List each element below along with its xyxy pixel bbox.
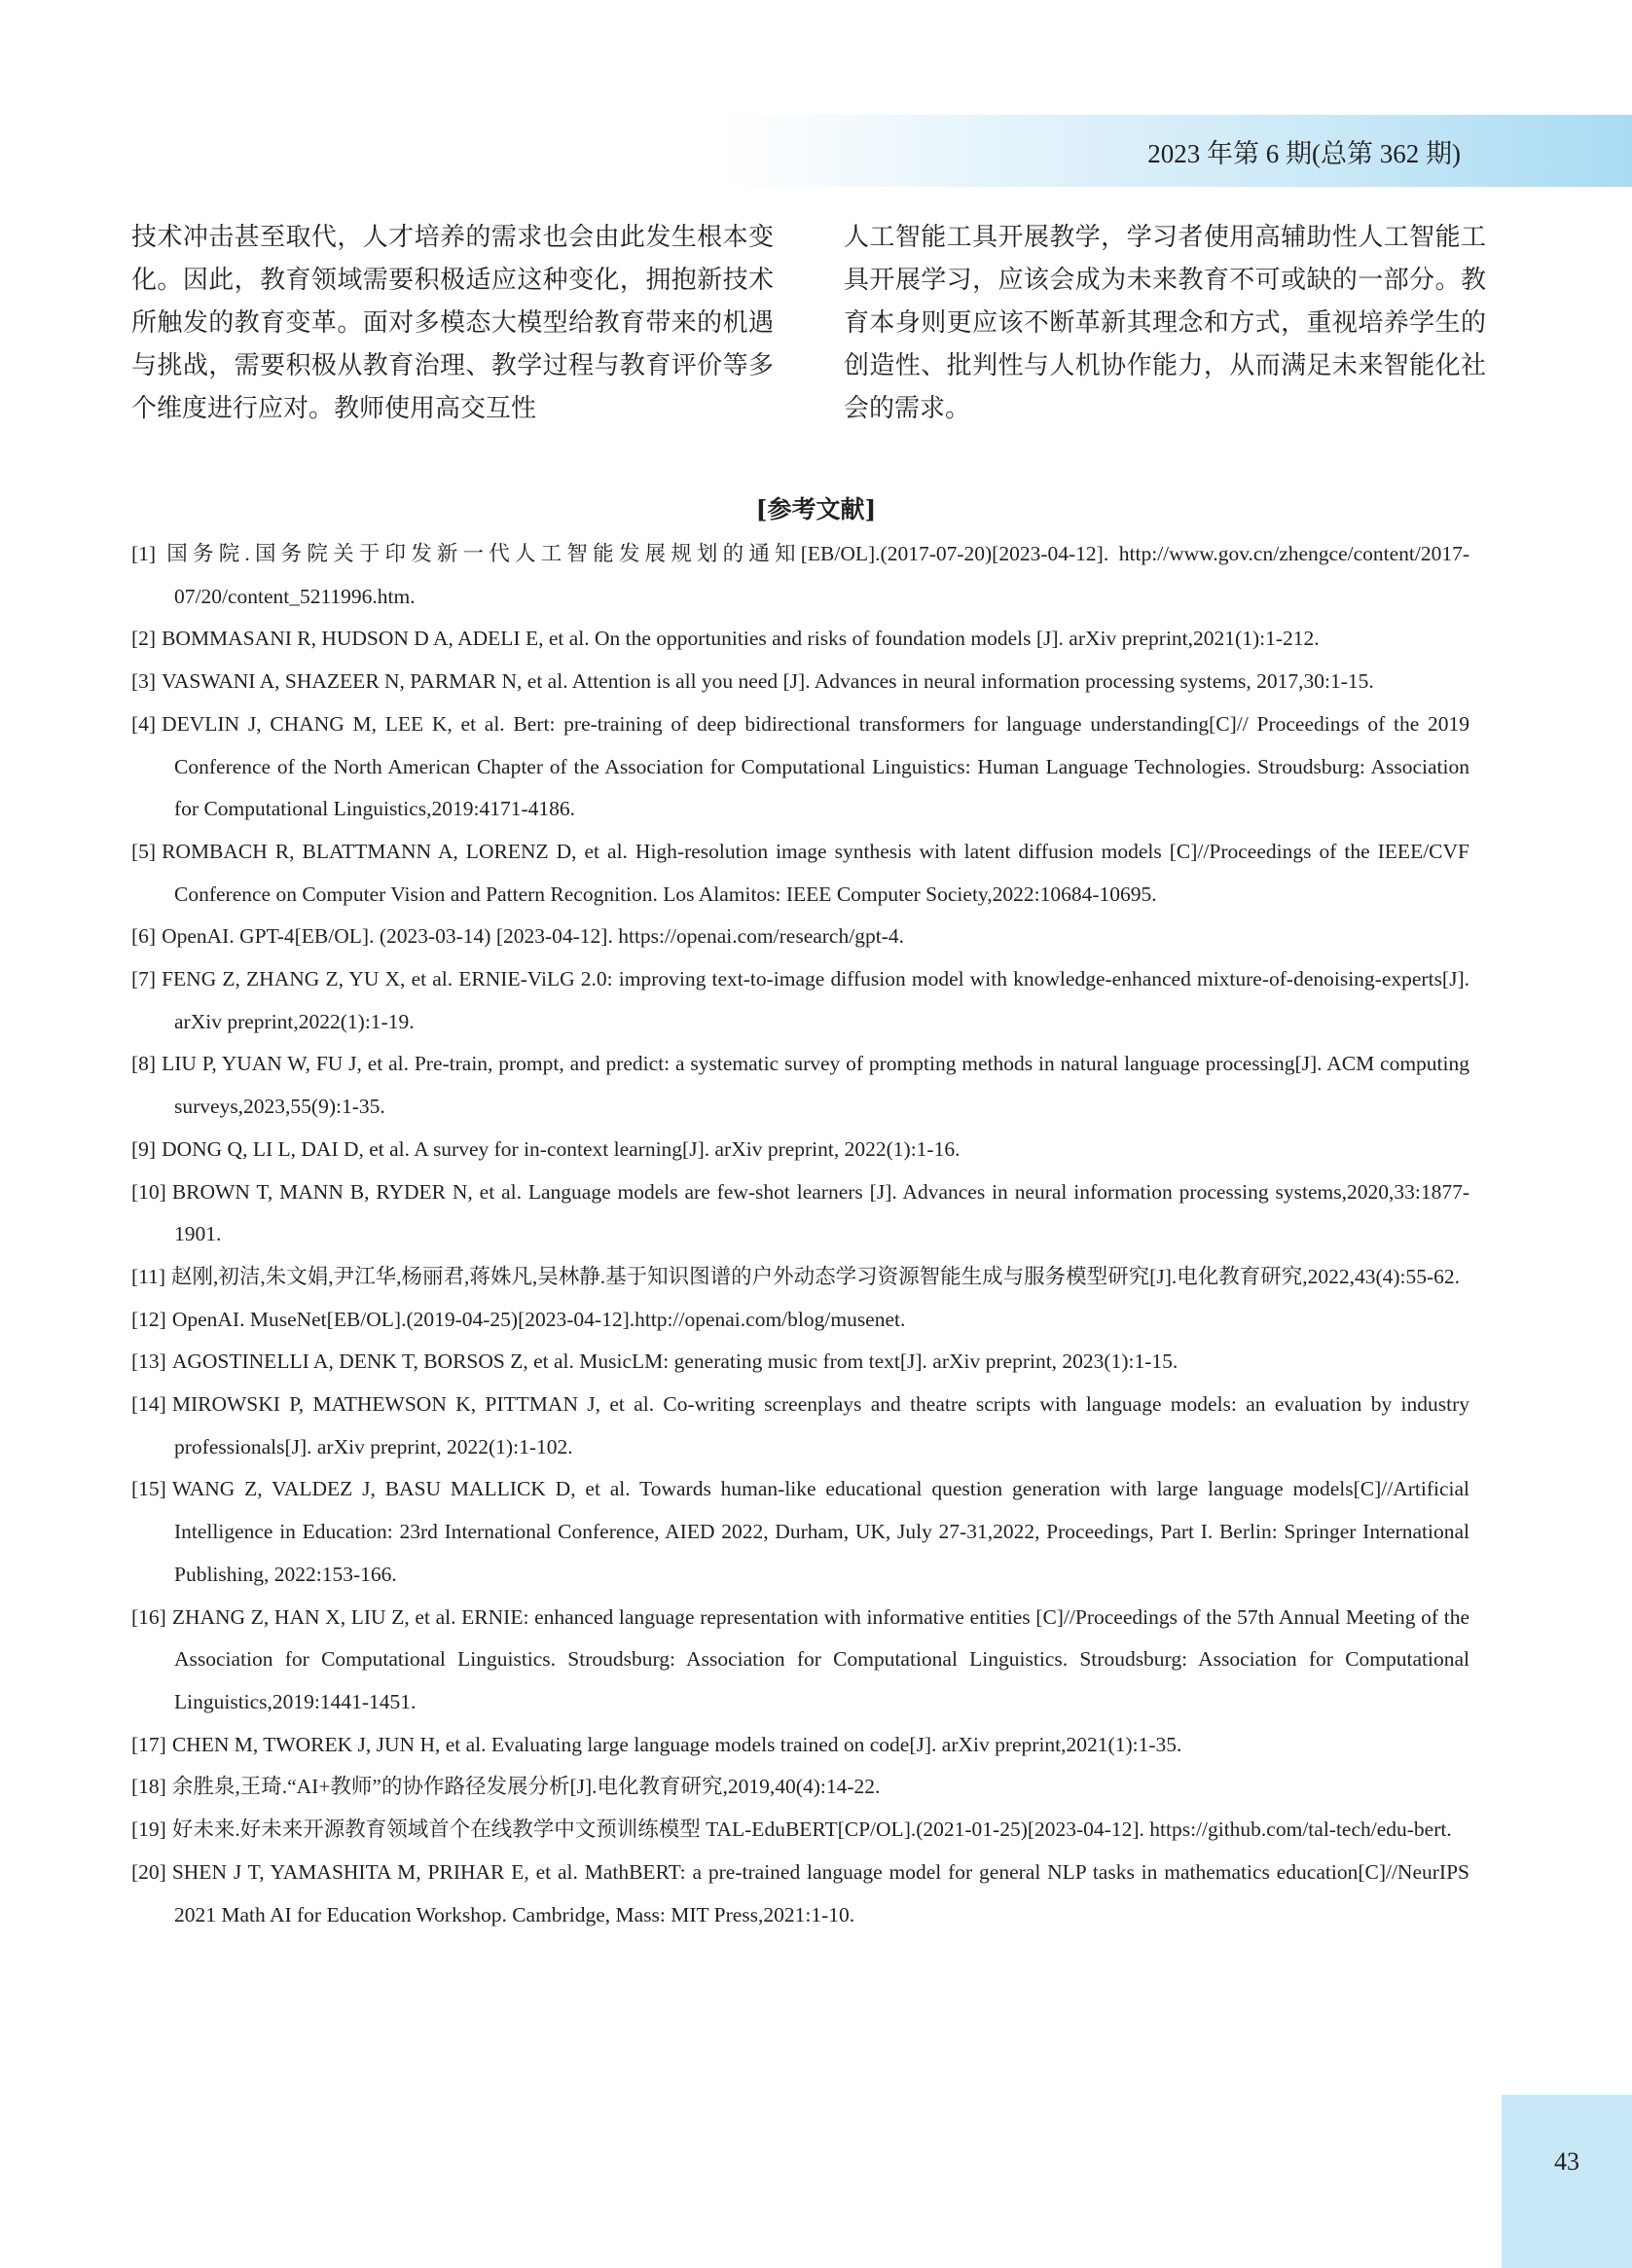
body-text-right-column: 人工智能工具开展教学，学习者使用高辅助性人工智能工具开展学习，应该会成为未来教育不可或缺的一部分。教育本身则更应该不断革新其理念和方式，重视培养学生的创造性、批判性与人机协作能力，从而满足未来智能化社会的需求。: [844, 223, 1486, 423]
journal-issue: 2023 年第 6 期(总第 362 期): [1147, 139, 1461, 168]
reference-item: [131, 533, 1469, 618]
reference-item: [131, 916, 1469, 958]
reference-item: [131, 703, 1469, 831]
reference-number: [5]: [131, 839, 157, 863]
reference-number: [7]: [131, 967, 157, 991]
reference-item: [131, 1341, 1469, 1384]
reference-number: [16]: [131, 1604, 166, 1629]
reference-text: ROMBACH R, BLATTMANN A, LORENZ D, et al. High-resolution image synthesis with latent diffusion models [C]//Proceedings of the IEEE/CVF Conference on Computer Vision and Pattern Recognition. Los Alamitos: IEEE Computer Society,2022:10684-10695.: [162, 839, 1469, 906]
reference-number: [6]: [131, 924, 157, 949]
reference-number: [15]: [131, 1477, 166, 1501]
reference-text: 余胜泉,王琦.“AI+教师”的协作路径发展分析[J].电化教育研究,2019,40(4):14-22.: [171, 1775, 881, 1799]
reference-text: SHEN J T, YAMASHITA M, PRIHAR E, et al. MathBERT: a pre-trained language model for general NLP tasks in mathematics education[C]//NeurIPS 2021 Math AI for Education Workshop. Cambridge, Mass: MIT Press,2021:1-10.: [171, 1859, 1469, 1926]
page-number: 43: [1554, 2147, 1579, 2176]
reference-number: [10]: [131, 1179, 166, 1204]
reference-text: LIU P, YUAN W, FU J, et al. Pre-train, prompt, and predict: a systematic survey of prompting methods in natural language processing[J]. ACM computing surveys,2023,55(9):1-35.: [162, 1052, 1469, 1119]
reference-item: [131, 1766, 1469, 1809]
reference-item: [131, 1129, 1469, 1171]
reference-item: [131, 1468, 1469, 1596]
reference-number: [13]: [131, 1350, 166, 1374]
reference-text: 好未来.好未来开源教育领域首个在线教学中文预训练模型 TAL-EduBERT[CP/OL].(2021-01-25)[2023-04-12]. https://github.com/tal-tech/edu-bert.: [171, 1818, 1452, 1842]
reference-text: 赵刚,初洁,朱文娟,尹江华,杨丽君,蒋姝凡,吴林静.基于知识图谱的户外动态学习资源智能生成与服务模型研究[J].电化教育研究,2022,43(4):55-62.: [171, 1264, 1461, 1288]
reference-item: [131, 661, 1469, 703]
reference-text: DONG Q, LI L, DAI D, et al. A survey for in-context learning[J]. arXiv preprint, 2022(1):1-16.: [162, 1136, 961, 1161]
reference-number: [8]: [131, 1052, 157, 1076]
references-list: [131, 533, 1469, 1936]
reference-item: [131, 1043, 1469, 1128]
reference-number: [19]: [131, 1818, 166, 1842]
reference-number: [20]: [131, 1859, 166, 1884]
reference-item: [131, 1384, 1469, 1468]
reference-item: [131, 1597, 1469, 1724]
reference-text: ZHANG Z, HAN X, LIU Z, et al. ERNIE: enhanced language representation with informative entities [C]//Proceedings of the 57th Annual Meeting of the Association for Computational Linguistics. Stroudsburg: Association for Computational Linguistics. Stroudsburg: Association for Computational Linguistics,2019:1441-1451.: [171, 1604, 1469, 1713]
reference-number: [4]: [131, 711, 157, 736]
reference-number: [17]: [131, 1732, 166, 1756]
reference-number: [14]: [131, 1392, 166, 1417]
reference-text: BOMMASANI R, HUDSON D A, ADELI E, et al. On the opportunities and risks of foundation models [J]. arXiv preprint,2021(1):1-212.: [162, 627, 1320, 651]
reference-number: [1]: [131, 542, 157, 565]
reference-item: [131, 618, 1469, 661]
body-text-left-column: 技术冲击甚至取代，人才培养的需求也会由此发生根本变化。因此，教育领域需要积极适应这种变化，拥抱新技术所触发的教育变革。面对多模态大模型给教育带来的机遇与挑战，需要积极从教育治理、教学过程与教育评价等多个维度进行应对。教师使用高交互性: [131, 223, 774, 423]
reference-text: FENG Z, ZHANG Z, YU X, et al. ERNIE-ViLG 2.0: improving text-to-image diffusion model with knowledge-enhanced mixture-of-denoising-experts[J]. arXiv preprint,2022(1):1-19.: [162, 967, 1469, 1033]
reference-text: OpenAI. GPT-4[EB/OL]. (2023-03-14) [2023-04-12]. https://openai.com/research/gpt-4.: [162, 924, 904, 949]
reference-number: [3]: [131, 669, 157, 694]
references-heading: [参考文献]: [755, 495, 877, 523]
reference-item: [131, 1256, 1469, 1299]
reference-text: MIROWSKI P, MATHEWSON K, PITTMAN J, et al. Co-writing screenplays and theatre scripts with language models: an evaluation by industry professionals[J]. arXiv preprint, 2022(1):1-102.: [171, 1392, 1469, 1458]
reference-number: [9]: [131, 1136, 157, 1161]
reference-item: [131, 1299, 1469, 1342]
reference-item: [131, 831, 1469, 916]
reference-item: [131, 1724, 1469, 1767]
reference-item: [131, 1852, 1469, 1936]
reference-text: BROWN T, MANN B, RYDER N, et al. Language models are few-shot learners [J]. Advances in neural information processing systems,2020,33:1877-1901.: [171, 1179, 1469, 1246]
reference-text: OpenAI. MuseNet[EB/OL].(2019-04-25)[2023-04-12].http://openai.com/blog/musenet.: [171, 1307, 906, 1331]
reference-number: [2]: [131, 627, 157, 651]
reference-number: [18]: [131, 1775, 166, 1799]
reference-number: [12]: [131, 1307, 166, 1331]
reference-text: DEVLIN J, CHANG M, LEE K, et al. Bert: pre-training of deep bidirectional transformers for language understanding[C]// Proceedings of the 2019 Conference of the North American Chapter of the Association for Computational Linguistics: Human Language Technologies. Stroudsburg: Association for Computational Linguistics,2019:4171-4186.: [162, 711, 1469, 821]
reference-text: WANG Z, VALDEZ J, BASU MALLICK D, et al. Towards human-like educational question generation with large language models[C]//Artificial Intelligence in Education: 23rd International Conference, AIED 2022, Durham, UK, July 27-31,2022, Proceedings, Part I. Berlin: Springer International Publishing, 2022:153-166.: [171, 1477, 1469, 1586]
reference-text: VASWANI A, SHAZEER N, PARMAR N, et al. Attention is all you need [J]. Advances in neural information processing systems, 2017,30:1-15.: [162, 669, 1374, 694]
reference-text: AGOSTINELLI A, DENK T, BORSOS Z, et al. MusicLM: generating music from text[J]. arXiv preprint, 2023(1):1-15.: [171, 1350, 1179, 1374]
reference-item: [131, 1809, 1469, 1852]
reference-item: [131, 958, 1469, 1043]
page-number-box: [1502, 2095, 1632, 2268]
reference-text: CHEN M, TWOREK J, JUN H, et al. Evaluating large language models trained on code[J]. arXiv preprint,2021(1):1-35.: [171, 1732, 1182, 1756]
reference-number: [11]: [131, 1264, 166, 1288]
reference-item: [131, 1171, 1469, 1256]
reference-text: 国务院.国务院关于印发新一代人工智能发展规划的通知[EB/OL].(2017-07-20)[2023-04-12]. http://www.gov.cn/zhengce/content/2017-07/20/content_5211996.htm.: [162, 542, 1469, 608]
